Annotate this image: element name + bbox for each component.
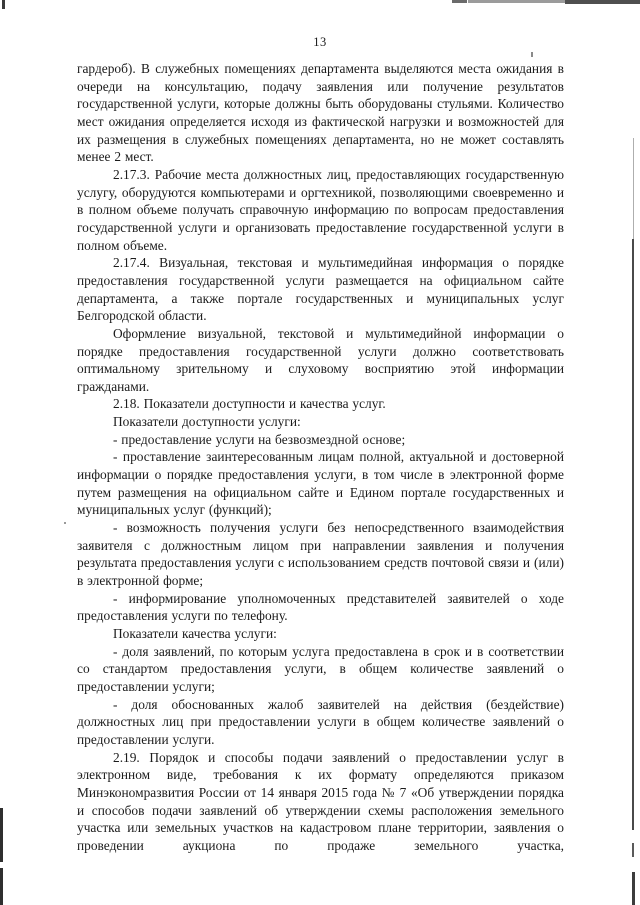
paragraph: 2.19. Порядок и способы подачи заявлений о предоставлении услуг в электронном виде, требования к их формату определяются приказом Минэкономразвития России от 14 января 2015 года № 7 «Об утверждении порядка и способов подачи заявлений об утверждении схемы расположения земельного участка или земельных участков на кадастровом плане территории, заявления о проведении аукциона по продаже земельного участка, [77,749,564,853]
scan-artifact-speck [64,522,66,524]
scan-artifact-speck [531,52,533,57]
scan-artifact-right-line-light [633,138,634,239]
scan-artifact-top-left-tick [2,0,5,9]
paragraph: 2.18. Показатели доступности и качества услуг. [113,396,386,412]
paragraph: 2.17.4. Визуальная, текстовая и мультимедийная информация о порядке предоставления государственной услуги размещается на официальном сайте департамента, а также портале государственных и муниципальных услуг Белгородской области. [77,255,564,324]
page-number: 13 [313,35,327,49]
scan-artifact-bottom-left-line [0,868,3,905]
paragraph: Показатели качества услуги: [113,626,277,641]
paragraph: - проставление заинтересованным лицам полной, актуальной и достоверной информации о порядке предоставления услуги, в том числе в электронной форме путем размещения на официальном сайте и Едином портале государственных и муниципальных услуг (функций); [77,449,564,518]
paragraph: гардероб). В служебных помещениях департамента выделяются места ожидания в очереди на консультацию, подачу заявления или получение результатов государственной услуги, которые должны быть оборудованы стульями. Количество мест ожидания определяется исходя из фактической нагрузки и возможностей для их размещения в служебных помещениях департамента, но не может составлять менее 2 мест. [77,61,564,165]
scan-artifact-right-dash [632,843,634,857]
scan-artifact-top-bar-dark [565,0,640,4]
scan-artifact-bottom-left-line [0,808,3,862]
document-text [77,60,564,855]
scan-artifact-top-ticks [452,0,467,3]
paragraph: Показатели доступности услуги: [113,414,301,430]
scan-artifact-right-dash [632,872,635,905]
paragraph: - информирование уполномоченных представителей заявителей о ходе предоставления услуги по телефону. [77,590,564,624]
paragraph: - возможность получения услуги без непосредственного взаимодействия заявителя с должностным лицом при направлении заявления и получения результата предоставления услуги с использованием средств почтовой связи и (или) в электронной форме; [77,520,564,589]
paragraph: 2.17.3. Рабочие места должностных лиц, предоставляющих государственную услугу, оборудуются компьютерами и оргтехникой, позволяющими своевременно и в полном объеме получать справочную информацию по вопросам предоставления государственной услуги и организовать предоставление государственной услуги в полном объеме. [77,166,564,253]
scan-artifact-right-line-dark [632,239,634,830]
paragraph: - доля обоснованных жалоб заявителей на действия (бездействие) должностных лиц при предоставлении услуги в общем количестве заявлений о предоставлении услуги. [77,696,564,747]
paragraph: Оформление визуальной, текстовой и мультимедийной информации о порядке предоставления государственной услуги должно соответствовать оптимальному зрительному и слуховому восприятию этой информации гражданами. [77,325,564,394]
paragraph: - предоставление услуги на безвозмездной основе; [113,431,406,447]
scan-artifact-top-bar-light [468,0,565,3]
paragraph: - доля заявлений, по которым услуга предоставлена в срок и в соответствии со стандартом предоставления услуги, в общем количестве заявлений о предоставлении услуги; [77,643,564,694]
